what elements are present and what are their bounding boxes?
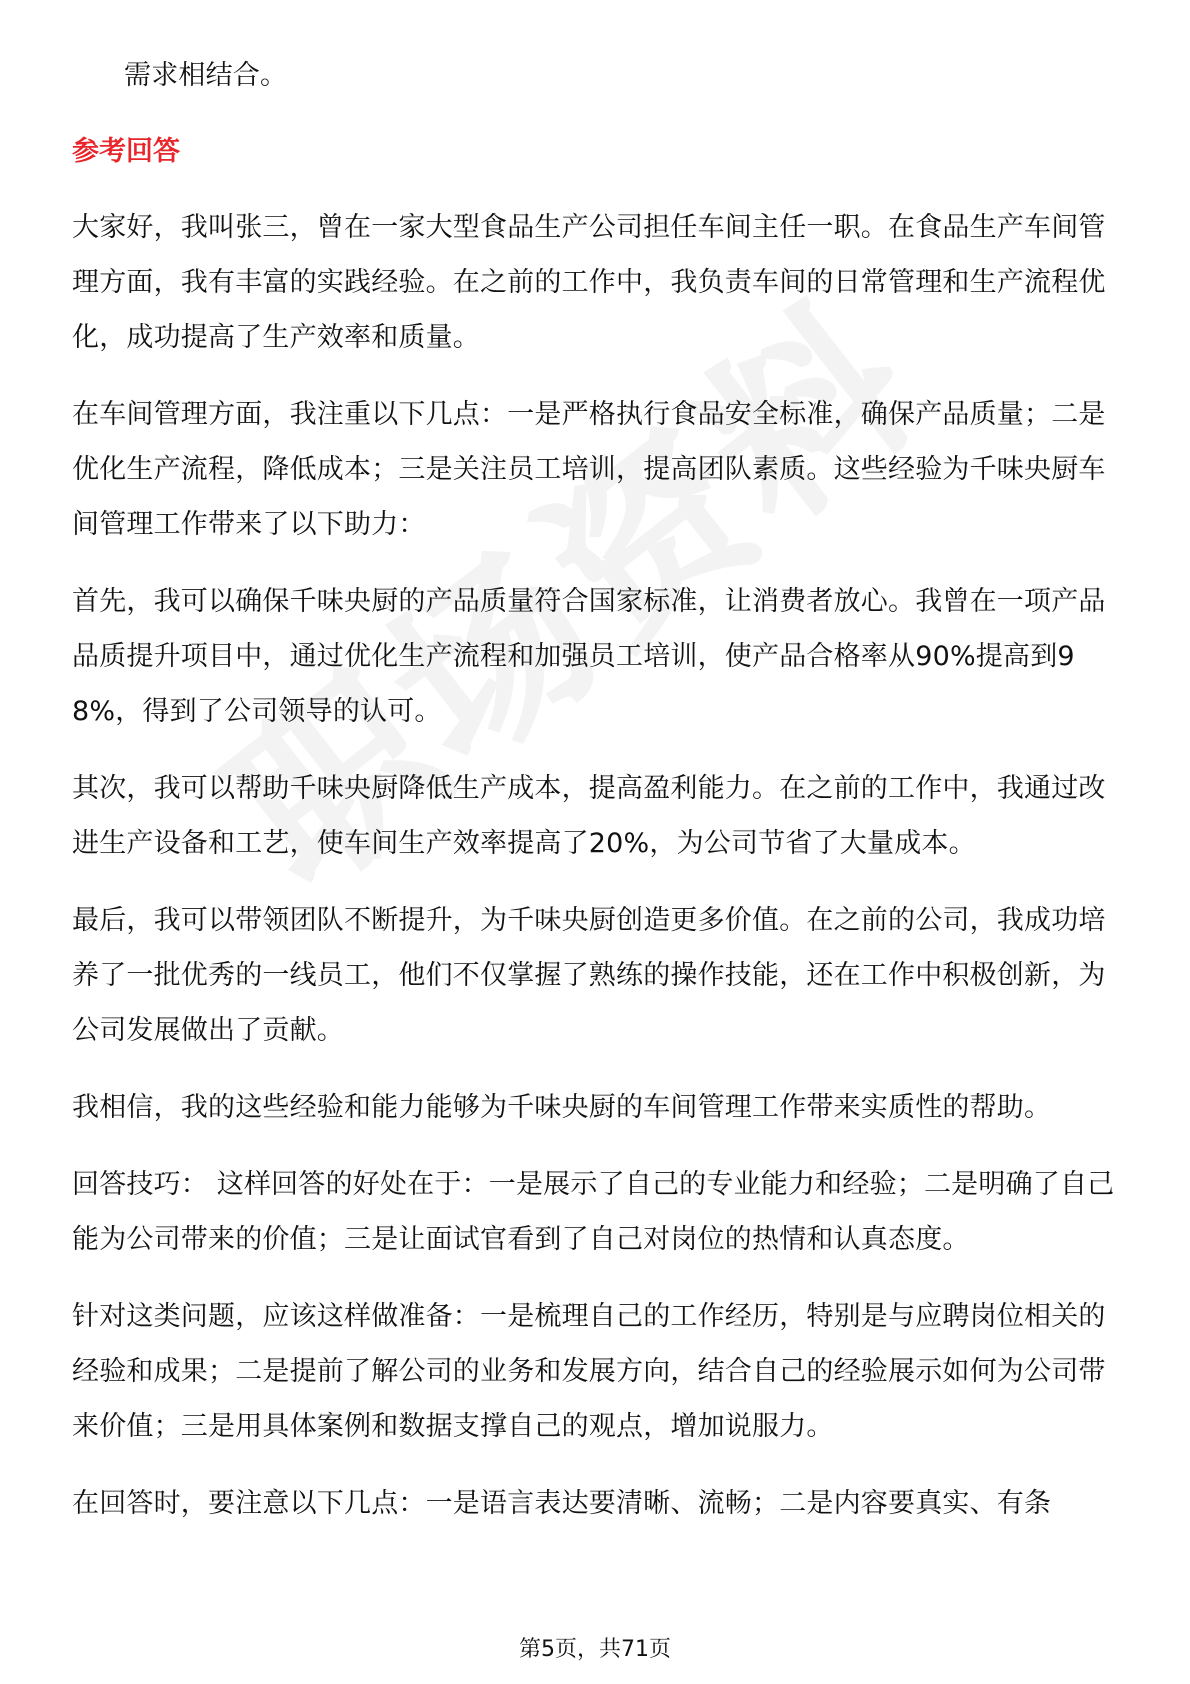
section-heading: 参考回答 <box>72 136 180 167</box>
paragraph-9: 在回答时，要注意以下几点：一是语言表达要清晰、流畅；二是内容要真实、有条 <box>72 1488 1052 1519</box>
document-body <box>72 48 1122 1553</box>
page-number-footer: 第5页，共71页 <box>519 1637 671 1662</box>
paragraph-7: 回答技巧： 这样回答的好处在于：一是展示了自己的专业能力和经验；二是明确了自己能为公司带来的价值；三是让面试官看到了自己对岗位的热情和认真态度。 <box>72 1169 1115 1255</box>
paragraph-2: 在车间管理方面，我注重以下几点：一是严格执行食品安全标准，确保产品质量；二是优化生产流程，降低成本；三是关注员工培训，提高团队素质。这些经验为千味央厨车间管理工作带来了以下助力： <box>72 399 1106 540</box>
paragraph-6: 我相信，我的这些经验和能力能够为千味央厨的车间管理工作带来实质性的帮助。 <box>72 1092 1052 1123</box>
paragraph-5: 最后，我可以带领团队不断提升，为千味央厨创造更多价值。在之前的公司，我成功培养了一批优秀的一线员工，他们不仅掌握了熟练的操作技能，还在工作中积极创新，为公司发展做出了贡献。 <box>72 905 1106 1046</box>
intro-line: 需求相结合。 <box>124 60 288 91</box>
paragraph-8: 针对这类问题，应该这样做准备：一是梳理自己的工作经历，特别是与应聘岗位相关的经验和成果；二是提前了解公司的业务和发展方向，结合自己的经验展示如何为公司带来价值；三是用具体案例和数据支撑自己的观点，增加说服力。 <box>72 1301 1106 1442</box>
paragraph-3: 首先，我可以确保千味央厨的产品质量符合国家标准，让消费者放心。我曾在一项产品品质提升项目中，通过优化生产流程和加强员工培训，使产品合格率从90%提高到98%，得到了公司领导的认可。 <box>72 586 1106 727</box>
paragraph-4: 其次，我可以帮助千味央厨降低生产成本，提高盈利能力。在之前的工作中，我通过改进生产设备和工艺，使车间生产效率提高了20%，为公司节省了大量成本。 <box>72 773 1106 859</box>
paragraph-1: 大家好，我叫张三，曾在一家大型食品生产公司担任车间主任一职。在食品生产车间管理方面，我有丰富的实践经验。在之前的工作中，我负责车间的日常管理和生产流程优化，成功提高了生产效率和质量。 <box>72 212 1106 353</box>
